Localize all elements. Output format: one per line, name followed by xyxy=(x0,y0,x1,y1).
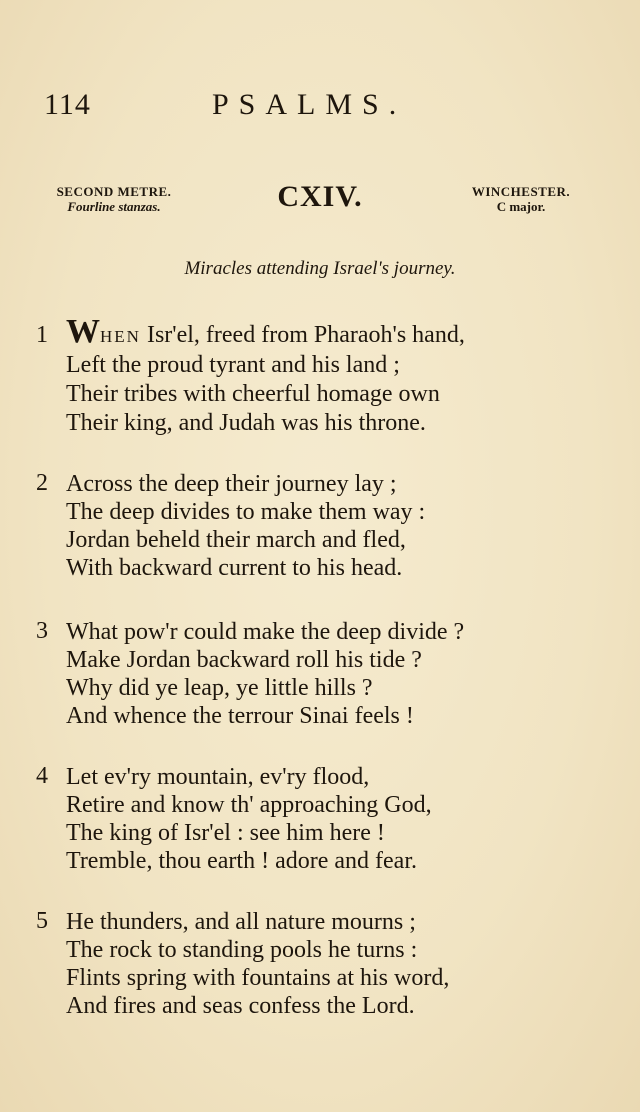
stanza-line: What pow'r could make the deep divide ? xyxy=(66,619,465,645)
metre-label: SECOND METRE. xyxy=(56,184,172,199)
stanza-form-label: Fourline stanzas. xyxy=(67,199,161,214)
stanza-line: And whence the terrour Sinai feels ! xyxy=(66,703,414,729)
stanza-line: Why did ye leap, ye little hills ? xyxy=(66,675,373,701)
key-label: C major. xyxy=(496,199,546,214)
line-text: Isr'el, freed from Pharaoh's hand, xyxy=(140,322,465,348)
stanza-line: The rock to standing pools he turns : xyxy=(66,937,418,963)
stanza-line: Their king, and Judah was his throne. xyxy=(66,410,426,436)
line-text: Retire and know th' approaching God, xyxy=(66,792,432,818)
stanza-number: 1 xyxy=(36,322,48,348)
stanza-line: He thunders, and all nature mourns ; xyxy=(66,909,416,935)
page-number: 114 xyxy=(44,88,91,121)
stanza-line: And fires and seas confess the Lord. xyxy=(66,993,415,1019)
stanza-line: Tremble, thou earth ! adore and fear. xyxy=(66,848,417,874)
psalm-number: CXIV. xyxy=(277,180,363,213)
stanza-number: 4 xyxy=(36,763,48,789)
drop-cap: W xyxy=(66,313,100,350)
stanza-line xyxy=(66,313,465,350)
stanza-number: 3 xyxy=(36,618,48,644)
stanza-line: Make Jordan backward roll his tide ? xyxy=(66,647,422,673)
stanza-line: Jordan beheld their march and fled, xyxy=(66,527,406,553)
small-caps-text: hen xyxy=(100,322,141,348)
stanza-line: Their tribes with cheerful homage own xyxy=(66,381,440,407)
stanza-number: 2 xyxy=(36,470,48,496)
tune-label: WINCHESTER. xyxy=(471,184,571,199)
stanza-line: Let ev'ry mountain, ev'ry flood, xyxy=(66,764,370,790)
stanza-line: Flints spring with fountains at his word, xyxy=(66,965,450,991)
stanza-line: The king of Isr'el : see him here ! xyxy=(66,820,385,846)
stanza-line: The deep divides to make them way : xyxy=(66,499,426,525)
stanza-line: Left the proud tyrant and his land ; xyxy=(66,352,400,378)
psalm-subtitle: Miracles attending Israel's journey. xyxy=(184,258,456,279)
stanza-number: 5 xyxy=(36,908,48,934)
stanza-line xyxy=(66,791,432,819)
stanza-line: Across the deep their journey lay ; xyxy=(66,471,397,497)
tune-info xyxy=(446,184,596,214)
running-title: PSALMS. xyxy=(212,88,407,121)
stanza-line: With backward current to his head. xyxy=(66,555,403,581)
